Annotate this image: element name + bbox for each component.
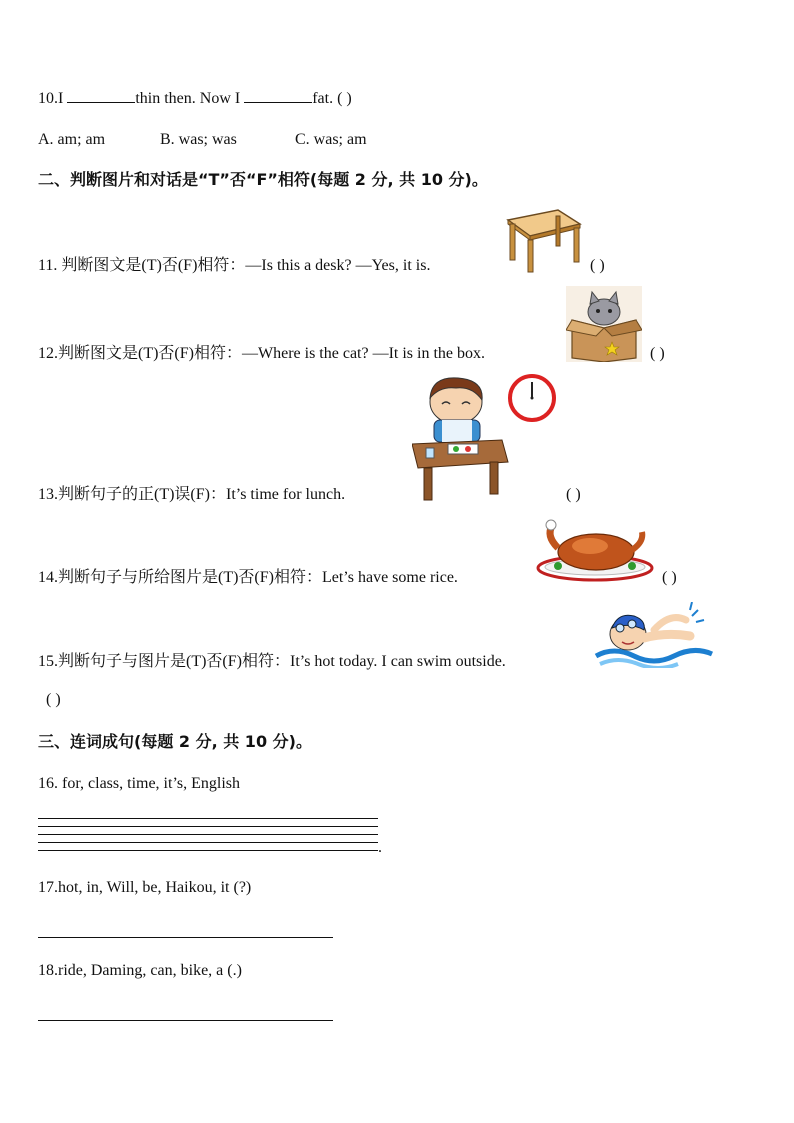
q10-option-a: A. am; am xyxy=(38,131,106,148)
q10-answer-paren[interactable]: ( ) xyxy=(337,90,352,107)
q15-answer-paren[interactable]: ( ) xyxy=(46,691,61,708)
q16-text: 16. for, class, time, it’s, English xyxy=(38,775,241,792)
q10-part2: thin then. Now I xyxy=(135,90,241,107)
q13-answer-paren[interactable]: ( ) xyxy=(566,486,581,503)
section-2-heading: 二、判断图片和对话是“T”否“F”相符(每题 2 分, 共 10 分)。 xyxy=(38,170,488,189)
q10-blank-2[interactable] xyxy=(244,88,312,103)
q10-line xyxy=(38,88,352,109)
q10-part1: I xyxy=(58,90,64,107)
desk-icon xyxy=(504,206,582,274)
q15-text: 15.判断句子与图片是(T)否(F)相符：It’s hot today. I can swim outside. xyxy=(38,653,506,670)
q17-text: 17.hot, in, Will, be, Haikou, it (?) xyxy=(38,879,252,896)
q10-option-b: B. was; was xyxy=(160,131,237,148)
q16-period: . xyxy=(378,839,382,856)
q17-answer-line[interactable] xyxy=(38,937,333,938)
cat-in-box-icon xyxy=(566,286,642,362)
q10-number: 10. xyxy=(38,90,58,107)
q12-answer-paren[interactable]: ( ) xyxy=(650,345,665,362)
swimmer-icon xyxy=(594,602,714,668)
q14-text: 14.判断句子与所给图片是(T)否(F)相符：Let’s have some rice. xyxy=(38,569,458,586)
q16-line-5 xyxy=(38,850,378,851)
q11-text: 11. 判断图文是(T)否(F)相符：—Is this a desk? —Yes, it is. xyxy=(38,257,431,274)
roast-turkey-icon xyxy=(536,518,654,582)
q12-text: 12.判断图文是(T)否(F)相符：—Where is the cat? —It is in the box. xyxy=(38,345,486,362)
q18-answer-line[interactable] xyxy=(38,1020,333,1021)
q10-options xyxy=(38,130,367,150)
q16-line-3 xyxy=(38,834,378,835)
q10-option-c: C. was; am xyxy=(295,131,367,148)
boy-eating-clock-icon xyxy=(412,374,560,504)
q16-line-2 xyxy=(38,826,378,827)
q10-part3: fat. xyxy=(312,90,334,107)
q10-blank-1[interactable] xyxy=(67,88,135,103)
q18-text: 18.ride, Daming, can, bike, a (.) xyxy=(38,962,242,979)
q13-text: 13.判断句子的正(T)误(F)：It’s time for lunch. xyxy=(38,486,346,503)
q11-answer-paren[interactable]: ( ) xyxy=(590,257,605,274)
q16-line-4 xyxy=(38,842,378,843)
section-3-heading: 三、连词成句(每题 2 分, 共 10 分)。 xyxy=(38,732,312,751)
q14-answer-paren[interactable]: ( ) xyxy=(662,569,677,586)
q16-line-1 xyxy=(38,818,378,819)
